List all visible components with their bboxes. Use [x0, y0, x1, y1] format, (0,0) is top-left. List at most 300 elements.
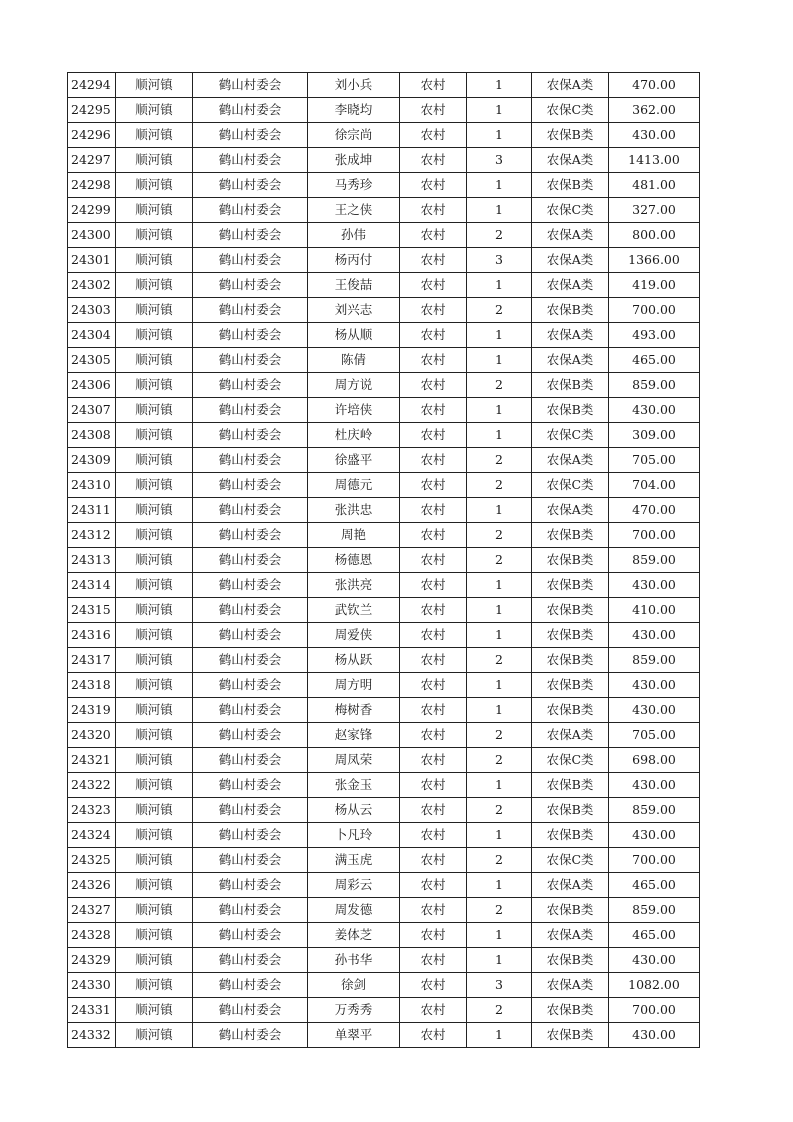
cell-family-size: 1 — [467, 673, 532, 698]
cell-amount: 470.00 — [609, 498, 700, 523]
cell-village-committee: 鹤山村委会 — [193, 898, 308, 923]
table-row — [68, 273, 700, 298]
cell-record-id: 24324 — [68, 823, 116, 848]
cell-record-id: 24323 — [68, 798, 116, 823]
cell-household-type: 农村 — [400, 498, 467, 523]
cell-record-id: 24311 — [68, 498, 116, 523]
cell-name: 孙书华 — [308, 948, 400, 973]
cell-name: 杨从跃 — [308, 648, 400, 673]
cell-record-id: 24320 — [68, 723, 116, 748]
cell-insurance-category: 农保B类 — [532, 298, 609, 323]
cell-village-committee: 鹤山村委会 — [193, 223, 308, 248]
cell-amount: 481.00 — [609, 173, 700, 198]
cell-village-committee: 鹤山村委会 — [193, 198, 308, 223]
cell-family-size: 1 — [467, 273, 532, 298]
cell-insurance-category: 农保C类 — [532, 848, 609, 873]
cell-household-type: 农村 — [400, 623, 467, 648]
cell-family-size: 1 — [467, 173, 532, 198]
cell-record-id: 24295 — [68, 98, 116, 123]
cell-name: 梅树香 — [308, 698, 400, 723]
cell-village-committee: 鹤山村委会 — [193, 123, 308, 148]
cell-insurance-category: 农保B类 — [532, 573, 609, 598]
cell-family-size: 2 — [467, 523, 532, 548]
cell-name: 许培侠 — [308, 398, 400, 423]
table-row — [68, 948, 700, 973]
cell-village-committee: 鹤山村委会 — [193, 273, 308, 298]
cell-insurance-category: 农保C类 — [532, 423, 609, 448]
cell-household-type: 农村 — [400, 448, 467, 473]
table-row — [68, 548, 700, 573]
cell-insurance-category: 农保A类 — [532, 273, 609, 298]
cell-town: 顺河镇 — [116, 573, 193, 598]
cell-household-type: 农村 — [400, 698, 467, 723]
cell-record-id: 24307 — [68, 398, 116, 423]
cell-household-type: 农村 — [400, 848, 467, 873]
cell-amount: 430.00 — [609, 823, 700, 848]
cell-amount: 362.00 — [609, 98, 700, 123]
cell-record-id: 24294 — [68, 73, 116, 98]
cell-family-size: 1 — [467, 423, 532, 448]
cell-record-id: 24315 — [68, 598, 116, 623]
cell-name: 周凤荣 — [308, 748, 400, 773]
cell-amount: 327.00 — [609, 198, 700, 223]
cell-town: 顺河镇 — [116, 348, 193, 373]
cell-name: 杨从顺 — [308, 323, 400, 348]
cell-record-id: 24302 — [68, 273, 116, 298]
cell-town: 顺河镇 — [116, 123, 193, 148]
table-row — [68, 173, 700, 198]
table-row — [68, 223, 700, 248]
cell-village-committee: 鹤山村委会 — [193, 748, 308, 773]
cell-name: 王之侠 — [308, 198, 400, 223]
cell-family-size: 1 — [467, 498, 532, 523]
cell-family-size: 1 — [467, 123, 532, 148]
cell-amount: 430.00 — [609, 573, 700, 598]
cell-household-type: 农村 — [400, 473, 467, 498]
cell-name: 周方说 — [308, 373, 400, 398]
cell-amount: 859.00 — [609, 798, 700, 823]
cell-town: 顺河镇 — [116, 148, 193, 173]
cell-record-id: 24332 — [68, 1023, 116, 1048]
cell-name: 周德元 — [308, 473, 400, 498]
cell-village-committee: 鹤山村委会 — [193, 548, 308, 573]
cell-town: 顺河镇 — [116, 298, 193, 323]
cell-amount: 410.00 — [609, 598, 700, 623]
cell-family-size: 1 — [467, 698, 532, 723]
cell-town: 顺河镇 — [116, 98, 193, 123]
table-row — [68, 798, 700, 823]
table-row — [68, 998, 700, 1023]
cell-record-id: 24322 — [68, 773, 116, 798]
table-row — [68, 373, 700, 398]
cell-name: 杨从云 — [308, 798, 400, 823]
cell-household-type: 农村 — [400, 298, 467, 323]
cell-name: 张金玉 — [308, 773, 400, 798]
cell-amount: 704.00 — [609, 473, 700, 498]
table-row — [68, 773, 700, 798]
cell-record-id: 24309 — [68, 448, 116, 473]
cell-family-size: 3 — [467, 148, 532, 173]
cell-household-type: 农村 — [400, 598, 467, 623]
cell-amount: 419.00 — [609, 273, 700, 298]
cell-name: 周方明 — [308, 673, 400, 698]
cell-household-type: 农村 — [400, 773, 467, 798]
cell-amount: 465.00 — [609, 873, 700, 898]
cell-household-type: 农村 — [400, 523, 467, 548]
cell-name: 周彩云 — [308, 873, 400, 898]
cell-name: 周艳 — [308, 523, 400, 548]
cell-village-committee: 鹤山村委会 — [193, 573, 308, 598]
cell-village-committee: 鹤山村委会 — [193, 923, 308, 948]
cell-insurance-category: 农保A类 — [532, 923, 609, 948]
cell-insurance-category: 农保B类 — [532, 523, 609, 548]
cell-insurance-category: 农保B类 — [532, 623, 609, 648]
cell-insurance-category: 农保A类 — [532, 498, 609, 523]
cell-village-committee: 鹤山村委会 — [193, 323, 308, 348]
cell-family-size: 1 — [467, 348, 532, 373]
cell-village-committee: 鹤山村委会 — [193, 298, 308, 323]
cell-insurance-category: 农保A类 — [532, 723, 609, 748]
cell-household-type: 农村 — [400, 898, 467, 923]
table-row — [68, 398, 700, 423]
cell-amount: 430.00 — [609, 773, 700, 798]
cell-record-id: 24329 — [68, 948, 116, 973]
table-row — [68, 748, 700, 773]
cell-town: 顺河镇 — [116, 523, 193, 548]
cell-insurance-category: 农保B类 — [532, 373, 609, 398]
table-row — [68, 723, 700, 748]
cell-family-size: 2 — [467, 223, 532, 248]
cell-insurance-category: 农保A类 — [532, 348, 609, 373]
cell-family-size: 2 — [467, 298, 532, 323]
cell-town: 顺河镇 — [116, 1023, 193, 1048]
cell-amount: 700.00 — [609, 848, 700, 873]
cell-name: 万秀秀 — [308, 998, 400, 1023]
cell-name: 武钦兰 — [308, 598, 400, 623]
cell-record-id: 24297 — [68, 148, 116, 173]
cell-town: 顺河镇 — [116, 398, 193, 423]
cell-town: 顺河镇 — [116, 198, 193, 223]
cell-insurance-category: 农保B类 — [532, 398, 609, 423]
cell-village-committee: 鹤山村委会 — [193, 248, 308, 273]
cell-record-id: 24298 — [68, 173, 116, 198]
table-row — [68, 823, 700, 848]
cell-household-type: 农村 — [400, 348, 467, 373]
cell-insurance-category: 农保B类 — [532, 898, 609, 923]
cell-insurance-category: 农保A类 — [532, 448, 609, 473]
cell-household-type: 农村 — [400, 873, 467, 898]
cell-town: 顺河镇 — [116, 273, 193, 298]
cell-town: 顺河镇 — [116, 373, 193, 398]
cell-record-id: 24318 — [68, 673, 116, 698]
cell-family-size: 2 — [467, 648, 532, 673]
cell-town: 顺河镇 — [116, 173, 193, 198]
cell-record-id: 24308 — [68, 423, 116, 448]
cell-village-committee: 鹤山村委会 — [193, 98, 308, 123]
cell-village-committee: 鹤山村委会 — [193, 773, 308, 798]
cell-amount: 465.00 — [609, 348, 700, 373]
cell-record-id: 24330 — [68, 973, 116, 998]
cell-village-committee: 鹤山村委会 — [193, 623, 308, 648]
cell-family-size: 1 — [467, 1023, 532, 1048]
cell-amount: 700.00 — [609, 998, 700, 1023]
cell-household-type: 农村 — [400, 73, 467, 98]
cell-village-committee: 鹤山村委会 — [193, 73, 308, 98]
cell-record-id: 24296 — [68, 123, 116, 148]
table-row — [68, 148, 700, 173]
cell-name: 张成坤 — [308, 148, 400, 173]
cell-record-id: 24328 — [68, 923, 116, 948]
cell-village-committee: 鹤山村委会 — [193, 373, 308, 398]
cell-household-type: 农村 — [400, 398, 467, 423]
cell-amount: 698.00 — [609, 748, 700, 773]
cell-name: 周爱侠 — [308, 623, 400, 648]
cell-record-id: 24327 — [68, 898, 116, 923]
cell-record-id: 24325 — [68, 848, 116, 873]
table-row — [68, 623, 700, 648]
cell-insurance-category: 农保A类 — [532, 323, 609, 348]
table-body — [68, 73, 700, 1048]
cell-name: 王俊喆 — [308, 273, 400, 298]
cell-name: 徐盛平 — [308, 448, 400, 473]
cell-village-committee: 鹤山村委会 — [193, 848, 308, 873]
cell-insurance-category: 农保C类 — [532, 98, 609, 123]
cell-town: 顺河镇 — [116, 498, 193, 523]
cell-name: 满玉虎 — [308, 848, 400, 873]
cell-record-id: 24316 — [68, 623, 116, 648]
cell-village-committee: 鹤山村委会 — [193, 398, 308, 423]
cell-amount: 430.00 — [609, 623, 700, 648]
cell-household-type: 农村 — [400, 823, 467, 848]
cell-village-committee: 鹤山村委会 — [193, 448, 308, 473]
cell-village-committee: 鹤山村委会 — [193, 798, 308, 823]
cell-insurance-category: 农保B类 — [532, 948, 609, 973]
cell-household-type: 农村 — [400, 323, 467, 348]
cell-family-size: 1 — [467, 398, 532, 423]
cell-family-size: 2 — [467, 548, 532, 573]
cell-household-type: 农村 — [400, 673, 467, 698]
table-row — [68, 673, 700, 698]
cell-village-committee: 鹤山村委会 — [193, 348, 308, 373]
cell-town: 顺河镇 — [116, 773, 193, 798]
cell-village-committee: 鹤山村委会 — [193, 423, 308, 448]
cell-insurance-category: 农保B类 — [532, 598, 609, 623]
cell-amount: 700.00 — [609, 298, 700, 323]
cell-name: 孙伟 — [308, 223, 400, 248]
cell-amount: 859.00 — [609, 898, 700, 923]
cell-name: 刘小兵 — [308, 73, 400, 98]
cell-town: 顺河镇 — [116, 923, 193, 948]
cell-village-committee: 鹤山村委会 — [193, 173, 308, 198]
cell-village-committee: 鹤山村委会 — [193, 473, 308, 498]
cell-family-size: 1 — [467, 573, 532, 598]
cell-insurance-category: 农保B类 — [532, 998, 609, 1023]
cell-village-committee: 鹤山村委会 — [193, 698, 308, 723]
cell-town: 顺河镇 — [116, 323, 193, 348]
cell-town: 顺河镇 — [116, 673, 193, 698]
table-row — [68, 698, 700, 723]
cell-family-size: 2 — [467, 723, 532, 748]
cell-name: 张洪亮 — [308, 573, 400, 598]
table-row — [68, 648, 700, 673]
cell-household-type: 农村 — [400, 423, 467, 448]
cell-family-size: 3 — [467, 248, 532, 273]
cell-amount: 800.00 — [609, 223, 700, 248]
table-row — [68, 448, 700, 473]
cell-family-size: 2 — [467, 798, 532, 823]
cell-town: 顺河镇 — [116, 748, 193, 773]
cell-village-committee: 鹤山村委会 — [193, 1023, 308, 1048]
table-row — [68, 873, 700, 898]
cell-record-id: 24310 — [68, 473, 116, 498]
cell-family-size: 1 — [467, 923, 532, 948]
table-row — [68, 923, 700, 948]
cell-amount: 1366.00 — [609, 248, 700, 273]
cell-insurance-category: 农保A类 — [532, 148, 609, 173]
cell-village-committee: 鹤山村委会 — [193, 873, 308, 898]
cell-household-type: 农村 — [400, 1023, 467, 1048]
cell-town: 顺河镇 — [116, 223, 193, 248]
cell-family-size: 1 — [467, 948, 532, 973]
cell-amount: 700.00 — [609, 523, 700, 548]
table-row — [68, 198, 700, 223]
cell-household-type: 农村 — [400, 198, 467, 223]
cell-insurance-category: 农保A类 — [532, 73, 609, 98]
cell-insurance-category: 农保B类 — [532, 548, 609, 573]
cell-family-size: 2 — [467, 448, 532, 473]
table-row — [68, 473, 700, 498]
cell-record-id: 24304 — [68, 323, 116, 348]
cell-village-committee: 鹤山村委会 — [193, 598, 308, 623]
cell-town: 顺河镇 — [116, 798, 193, 823]
cell-insurance-category: 农保A类 — [532, 223, 609, 248]
cell-family-size: 1 — [467, 623, 532, 648]
cell-family-size: 1 — [467, 198, 532, 223]
table-row — [68, 73, 700, 98]
cell-household-type: 农村 — [400, 548, 467, 573]
cell-record-id: 24317 — [68, 648, 116, 673]
cell-town: 顺河镇 — [116, 248, 193, 273]
cell-town: 顺河镇 — [116, 648, 193, 673]
subsidy-table — [67, 72, 700, 1048]
cell-town: 顺河镇 — [116, 898, 193, 923]
cell-name: 姜体芝 — [308, 923, 400, 948]
table-row — [68, 498, 700, 523]
cell-village-committee: 鹤山村委会 — [193, 648, 308, 673]
cell-insurance-category: 农保B类 — [532, 1023, 609, 1048]
cell-insurance-category: 农保B类 — [532, 173, 609, 198]
cell-town: 顺河镇 — [116, 548, 193, 573]
cell-family-size: 2 — [467, 998, 532, 1023]
table-row — [68, 123, 700, 148]
cell-family-size: 2 — [467, 748, 532, 773]
cell-village-committee: 鹤山村委会 — [193, 973, 308, 998]
cell-record-id: 24301 — [68, 248, 116, 273]
table-row — [68, 298, 700, 323]
cell-household-type: 农村 — [400, 948, 467, 973]
cell-family-size: 1 — [467, 773, 532, 798]
cell-name: 周发德 — [308, 898, 400, 923]
cell-record-id: 24321 — [68, 748, 116, 773]
cell-record-id: 24319 — [68, 698, 116, 723]
cell-household-type: 农村 — [400, 723, 467, 748]
cell-name: 刘兴志 — [308, 298, 400, 323]
cell-insurance-category: 农保A类 — [532, 873, 609, 898]
cell-insurance-category: 农保B类 — [532, 673, 609, 698]
cell-amount: 309.00 — [609, 423, 700, 448]
cell-village-committee: 鹤山村委会 — [193, 823, 308, 848]
cell-record-id: 24331 — [68, 998, 116, 1023]
cell-town: 顺河镇 — [116, 973, 193, 998]
cell-amount: 859.00 — [609, 548, 700, 573]
cell-household-type: 农村 — [400, 373, 467, 398]
cell-record-id: 24306 — [68, 373, 116, 398]
cell-household-type: 农村 — [400, 123, 467, 148]
cell-amount: 465.00 — [609, 923, 700, 948]
cell-amount: 430.00 — [609, 948, 700, 973]
cell-record-id: 24312 — [68, 523, 116, 548]
cell-village-committee: 鹤山村委会 — [193, 673, 308, 698]
cell-village-committee: 鹤山村委会 — [193, 998, 308, 1023]
cell-amount: 430.00 — [609, 398, 700, 423]
table-row — [68, 848, 700, 873]
cell-household-type: 农村 — [400, 223, 467, 248]
table-row — [68, 323, 700, 348]
cell-insurance-category: 农保C类 — [532, 198, 609, 223]
cell-insurance-category: 农保A类 — [532, 248, 609, 273]
cell-amount: 859.00 — [609, 648, 700, 673]
table-row — [68, 973, 700, 998]
table-row — [68, 898, 700, 923]
cell-insurance-category: 农保B类 — [532, 698, 609, 723]
cell-amount: 1082.00 — [609, 973, 700, 998]
cell-insurance-category: 农保A类 — [532, 973, 609, 998]
cell-town: 顺河镇 — [116, 698, 193, 723]
cell-name: 李晓均 — [308, 98, 400, 123]
cell-village-committee: 鹤山村委会 — [193, 948, 308, 973]
cell-household-type: 农村 — [400, 923, 467, 948]
cell-record-id: 24299 — [68, 198, 116, 223]
cell-name: 卜凡玲 — [308, 823, 400, 848]
cell-town: 顺河镇 — [116, 423, 193, 448]
cell-family-size: 2 — [467, 848, 532, 873]
cell-insurance-category: 农保B类 — [532, 823, 609, 848]
cell-name: 杨德恩 — [308, 548, 400, 573]
cell-record-id: 24300 — [68, 223, 116, 248]
cell-village-committee: 鹤山村委会 — [193, 523, 308, 548]
cell-household-type: 农村 — [400, 973, 467, 998]
cell-town: 顺河镇 — [116, 848, 193, 873]
cell-town: 顺河镇 — [116, 998, 193, 1023]
cell-town: 顺河镇 — [116, 448, 193, 473]
cell-village-committee: 鹤山村委会 — [193, 148, 308, 173]
cell-town: 顺河镇 — [116, 598, 193, 623]
cell-household-type: 农村 — [400, 748, 467, 773]
cell-family-size: 1 — [467, 98, 532, 123]
table-row — [68, 248, 700, 273]
cell-town: 顺河镇 — [116, 473, 193, 498]
cell-amount: 705.00 — [609, 448, 700, 473]
cell-household-type: 农村 — [400, 148, 467, 173]
cell-amount: 430.00 — [609, 673, 700, 698]
cell-amount: 470.00 — [609, 73, 700, 98]
cell-family-size: 1 — [467, 823, 532, 848]
cell-insurance-category: 农保C类 — [532, 748, 609, 773]
cell-household-type: 农村 — [400, 998, 467, 1023]
table-row — [68, 98, 700, 123]
cell-village-committee: 鹤山村委会 — [193, 723, 308, 748]
cell-household-type: 农村 — [400, 273, 467, 298]
